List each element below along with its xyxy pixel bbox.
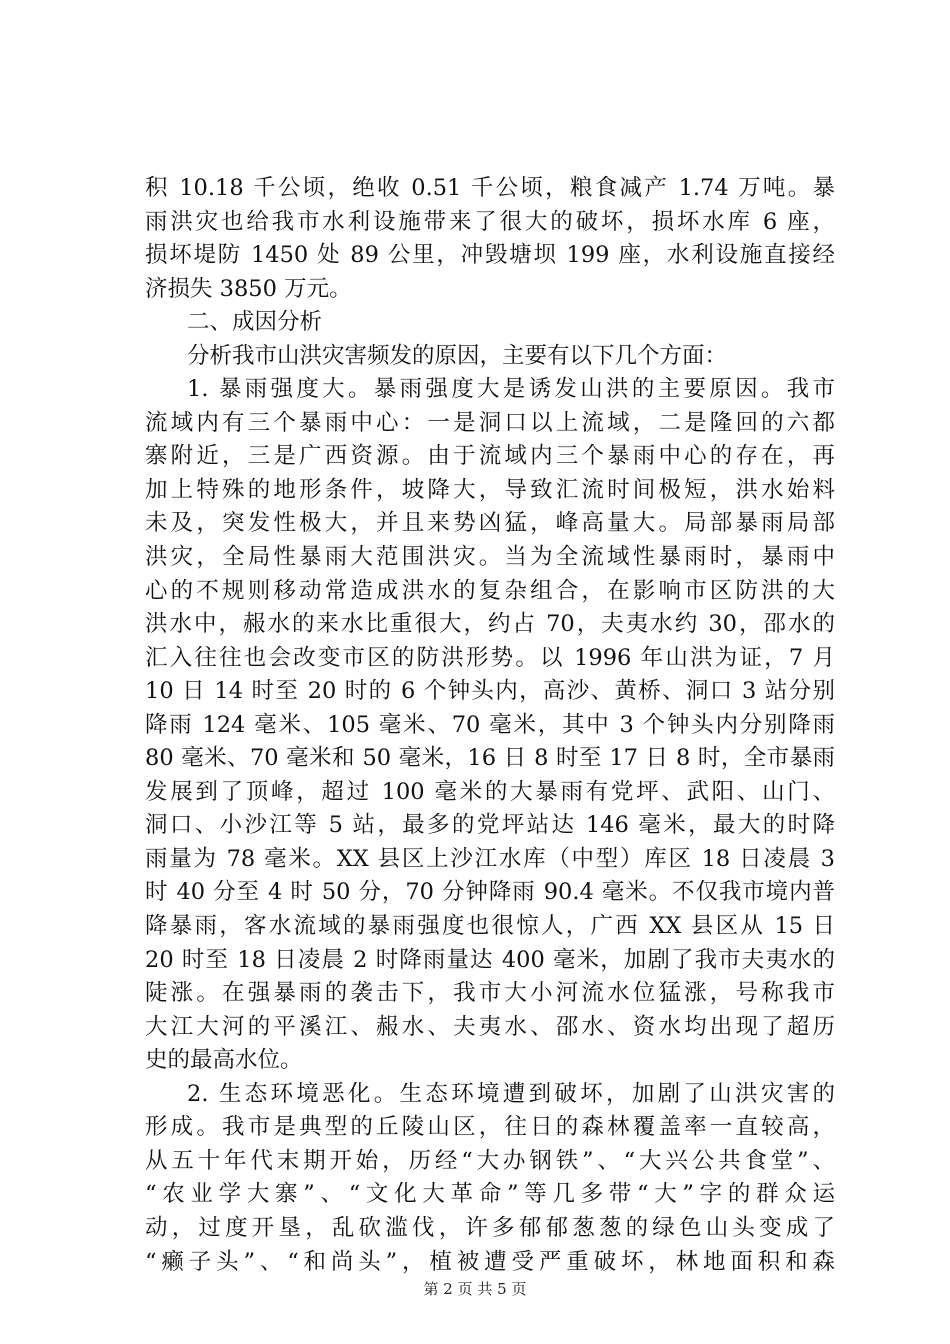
text-line: 洪水中，赧水的来水比重很大，约占 70，夫夷水约 30，邵水的 [145,611,835,638]
text-line: 从五十年代末期开始，历经“大办钢铁”、“大兴公共食堂”、 [145,1147,835,1174]
text-line: 雨量为 78 毫米。XX 县区上沙江水库（中型）库区 18 日凌晨 3 [145,845,835,872]
text-line: “农业学大寨”、“文化大革命”等几多带“大”字的群众运 [145,1181,835,1208]
text-line: 史的最高水位。 [145,1047,303,1074]
text-line: 降雨 124 毫米、105 毫米、70 毫米，其中 3 个钟头内分别降雨 [145,711,835,738]
text-line: “癞子头”、“和尚头”，植被遭受严重破坏，林地面积和森 [145,1248,835,1275]
text-line: 损坏堤防 1450 处 89 公里，冲毁塘坝 199 座，水利设施直接经 [145,242,835,269]
text-line: 寨附近，三是广西资源。由于流域内三个暴雨中心的存在，再 [145,443,835,470]
text-line: 雨洪灾也给我市水利设施带来了很大的破坏，损坏水库 6 座， [145,208,835,235]
text-line: 陡涨。在强暴雨的袭击下，我市大小河流水位猛涨，号称我市 [145,980,835,1007]
text-line: 未及，突发性极大，并且来势凶猛，峰高量大。局部暴雨局部 [145,510,835,537]
text-line: 10 日 14 时至 20 时的 6 个钟头内，高沙、黄桥、洞口 3 站分别 [145,678,835,705]
text-line: 动，过度开垦，乱砍滥伐，许多郁郁葱葱的绿色山头变成了 [145,1214,835,1241]
text-line: 流域内有三个暴雨中心：一是洞口以上流域，二是隆回的六都 [145,409,835,436]
text-line: 1. 暴雨强度大。暴雨强度大是诱发山洪的主要原因。我市 [187,376,835,403]
text-line: 心的不规则移动常造成洪水的复杂组合，在影响市区防洪的大 [145,577,835,604]
text-line: 济损失 3850 万元。 [145,275,352,302]
text-line: 积 10.18 千公顷，绝收 0.51 千公顷，粮食减产 1.74 万吨。暴 [145,175,835,201]
text-line: 加上特殊的地形条件，坡降大，导致汇流时间极短，洪水始料 [145,476,835,503]
text-line: 分析我市山洪灾害频发的原因，主要有以下几个方面： [187,342,728,369]
text-line: 2. 生态环境恶化。生态环境遭到破坏，加剧了山洪灾害的 [187,1080,835,1107]
text-line: 汇入往往也会改变市区的防洪形势。以 1996 年山洪为证，7 月 [145,644,835,671]
text-line: 时 40 分至 4 时 50 分，70 分钟降雨 90.4 毫米。不仅我市境内普 [145,879,835,906]
text-line: 发展到了顶峰，超过 100 毫米的大暴雨有党坪、武阳、山门、 [145,778,835,805]
text-line: 80 毫米、70 毫米和 50 毫米，16 日 8 时至 17 日 8 时，全市暴雨 [145,745,835,772]
page-footer: 第 2 页 共 5 页 [423,1280,527,1298]
text-line: 降暴雨，客水流域的暴雨强度也很惊人，广西 XX 县区从 15 日 [145,913,835,940]
text-line: 20 时至 18 日凌晨 2 时降雨量达 400 毫米，加剧了我市夫夷水的 [145,946,835,973]
document-body [145,172,835,1279]
section-heading: 二、成因分析 [187,309,323,336]
text-line: 洪灾，全局性暴雨大范围洪灾。当为全流域性暴雨时，暴雨中 [145,544,835,571]
text-line: 大江大河的平溪江、赧水、夫夷水、邵水、资水均出现了超历 [145,1013,835,1040]
text-line: 形成。我市是典型的丘陵山区，往日的森林覆盖率一直较高， [145,1114,835,1141]
text-line: 洞口、小沙江等 5 站，最多的党坪站达 146 毫米，最大的时降 [145,812,835,839]
